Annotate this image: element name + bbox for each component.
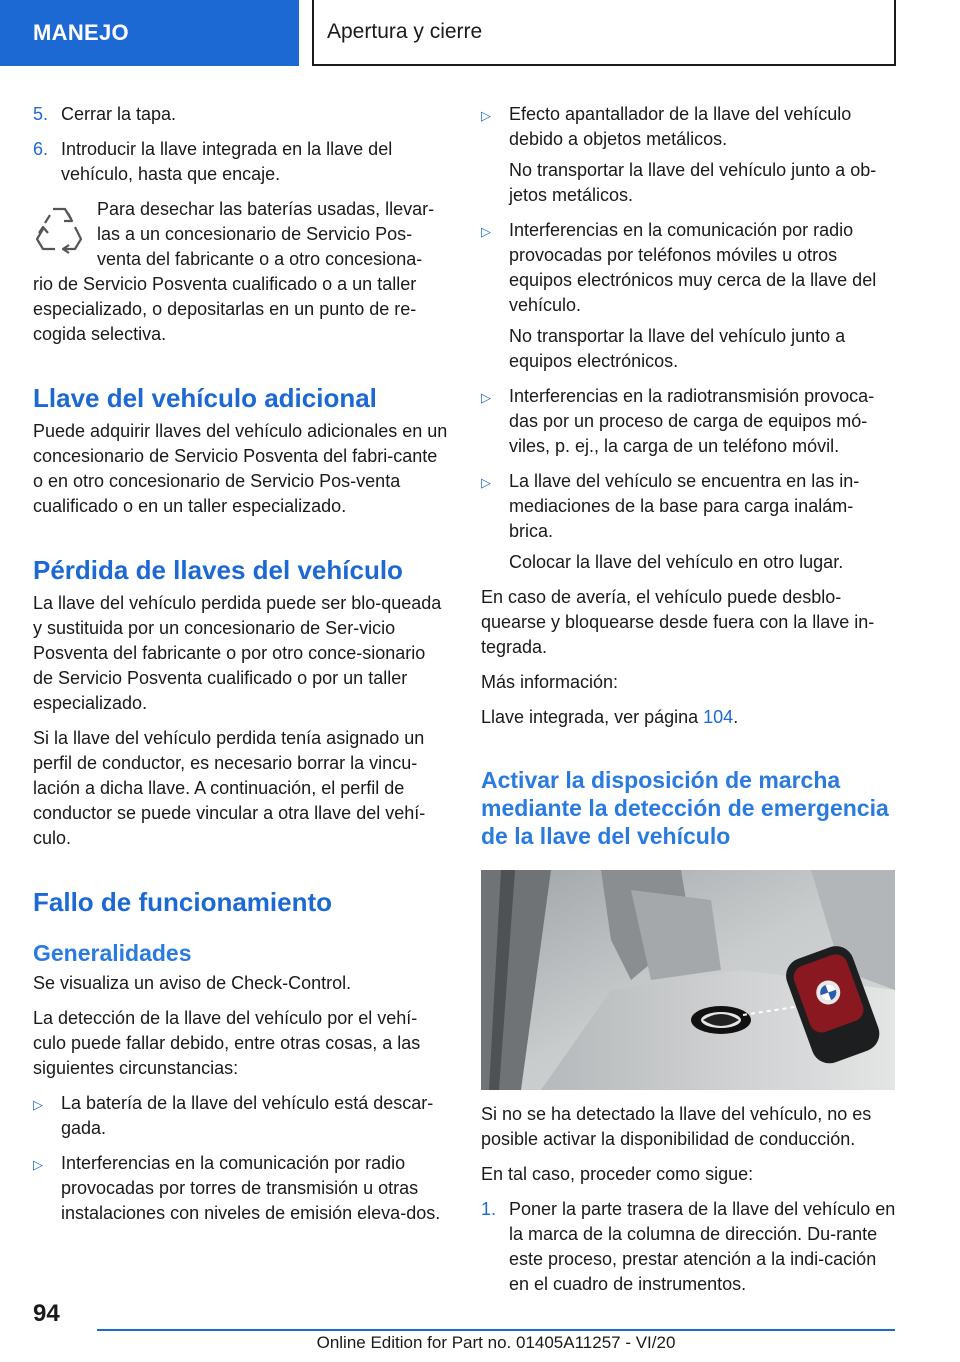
footer-edition: Online Edition for Part no. 01405A11257 - VI/20 <box>316 1333 676 1352</box>
paragraph-additional-key: Puede adquirir llaves del vehículo adicionales en un concesionario de Servicio Posventa del fabri-cante o en otro concesionario de Servicio Pos-venta cualificado o en un taller especializado. <box>33 421 448 516</box>
bullet-subtext: Colocar la llave del vehículo en otro lugar. <box>509 552 844 572</box>
step-text: Cerrar la tapa. <box>61 104 177 124</box>
paragraph-lost-keys-2: Si la llave del vehículo perdida tenía asignado un perfil de conductor, es necesario borrar la vincu-lación a dicha llave. A continuación, el perfil de conductor se puede vincular a otra llave del vehí-culo. <box>33 728 426 848</box>
recycle-icon <box>33 199 85 259</box>
paragraph-lost-keys-1: La llave del vehículo perdida puede ser blo-queada y sustituida por un concesionario de Ser-vicio Posventa del fabricante o por otro conce-sionario de Servicio Posventa cualificado o por un taller especializado. <box>33 593 442 713</box>
bullet-subtext: No transportar la llave del vehículo junto a equipos electrónicos. <box>509 326 846 371</box>
triangle-right-icon: ▷ <box>481 390 491 405</box>
triangle-right-icon: ▷ <box>481 224 491 239</box>
paragraph-general-1: Se visualiza un aviso de Check-Control. <box>33 973 352 993</box>
bullet-item <box>33 1091 449 1141</box>
bullet-item <box>33 1151 449 1226</box>
paragraph-general-2: La detección de la llave del vehículo por el vehí-culo puede fallar debido, entre otras cosas, a las siguientes circunstancias: <box>33 1008 421 1078</box>
subheading-general: Generalidades <box>33 940 192 966</box>
paragraph-proceed: En tal caso, proceder como sigue: <box>481 1164 754 1184</box>
chapter-label: MANEJO <box>33 20 129 45</box>
right-column <box>481 102 897 1307</box>
heading-emergency-detection: Activar la disposición de marcha mediante la detección de emergencia de la llave del vehículo <box>481 767 889 849</box>
recycle-note <box>33 197 449 272</box>
bullet-item <box>481 218 897 318</box>
triangle-right-icon: ▷ <box>33 1157 43 1172</box>
header-title-text: Apertura y cierre <box>327 20 483 43</box>
bullet-item <box>481 102 897 152</box>
triangle-right-icon: ▷ <box>33 1097 43 1112</box>
bullet-text: Interferencias en la radiotransmisión provoca-das por un proceso de carga de equipos mó-viles, p. ej., la carga de un teléfono móvil. <box>509 386 875 456</box>
heading-lost-keys: Pérdida de llaves del vehículo <box>33 555 403 585</box>
paragraph-more-info: Más información: <box>481 672 619 692</box>
step-number: 6. <box>33 139 49 159</box>
triangle-right-icon: ▷ <box>481 108 491 123</box>
bullet-item <box>481 469 897 544</box>
bullet-text: La batería de la llave del vehículo está descar-gada. <box>61 1093 434 1138</box>
page-header-title <box>312 0 896 66</box>
chapter-tab <box>0 0 299 66</box>
page-link[interactable]: 104 <box>703 707 734 727</box>
step-number: 1. <box>481 1199 497 1219</box>
heading-additional-key: Llave del vehículo adicional <box>33 383 377 413</box>
step-item <box>481 1197 897 1297</box>
reference-text: Llave integrada, ver página <box>481 707 704 727</box>
step-number: 5. <box>33 104 49 124</box>
step-item <box>33 102 449 127</box>
paragraph-not-detected: Si no se ha detectado la llave del vehículo, no es posible activar la disponibilidad de conducción. <box>481 1104 872 1149</box>
page-number: 94 <box>33 1300 60 1327</box>
bullet-item <box>481 384 897 459</box>
steering-column-key-photo <box>481 870 895 1090</box>
recycle-text-tail: rio de Servicio Posventa cualificado o a un taller especializado, o depositarlas en un punto de re-cogida selectiva. <box>33 274 417 344</box>
bullet-text: Efecto apantallador de la llave del vehículo debido a objetos metálicos. <box>509 104 852 149</box>
recycle-text-head: Para desechar las baterías usadas, llevar-las a un concesionario de Servicio Pos-venta del fabricante o a otro concesiona- <box>97 199 435 269</box>
paragraph-fault-unlock: En caso de avería, el vehículo puede desblo-quearse y bloquearse desde fuera con la llave in-tegrada. <box>481 587 875 657</box>
bullet-text: Interferencias en la comunicación por radio provocadas por torres de transmisión u otras instalaciones con niveles de emisión eleva-dos. <box>61 1153 441 1223</box>
paragraph-reference <box>481 705 897 730</box>
step-text: Introducir la llave integrada en la llave del vehículo, hasta que encaje. <box>61 139 393 184</box>
bullet-subtext: No transportar la llave del vehículo junto a ob-jetos metálicos. <box>509 160 877 205</box>
triangle-right-icon: ▷ <box>481 475 491 490</box>
footer-divider <box>97 1329 895 1331</box>
step-text: Poner la parte trasera de la llave del vehículo en la marca de la columna de dirección. Du-rante este proceso, prestar atención a la indi-cación en el cuadro de instrumentos. <box>509 1199 896 1294</box>
bullet-text: La llave del vehículo se encuentra en las in-mediaciones de la base para carga inalám-brica. <box>509 471 860 541</box>
reference-end: . <box>733 707 739 727</box>
step-item <box>33 137 449 187</box>
left-column <box>33 102 449 1236</box>
bullet-text: Interferencias en la comunicación por radio provocadas por teléfonos móviles u otros equipos electrónicos muy cerca de la llave del vehículo. <box>509 220 877 315</box>
heading-malfunction: Fallo de funcionamiento <box>33 887 333 917</box>
